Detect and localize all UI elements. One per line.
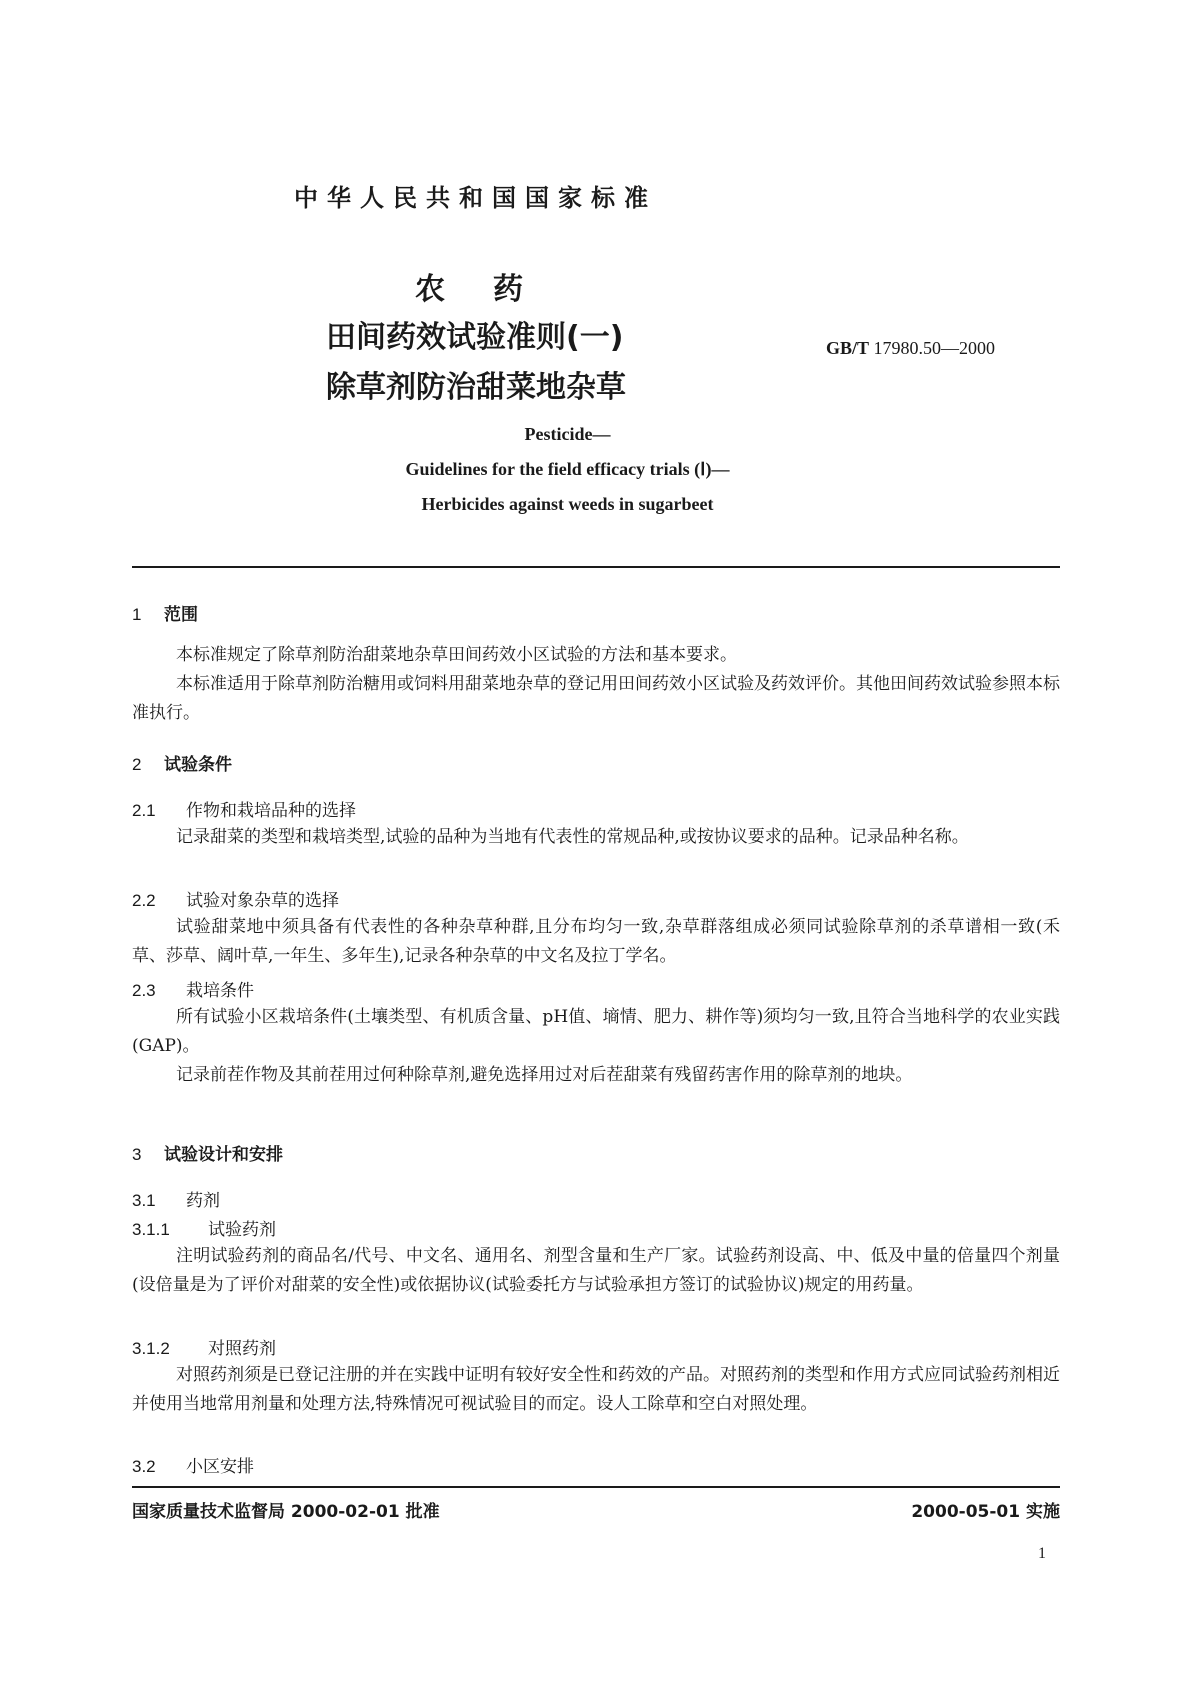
subsection-title: 试验药剂 (208, 1220, 276, 1240)
paragraph-2-1: 记录甜菜的类型和栽培类型,试验的品种为当地有代表性的常规品种,或按协议要求的品种。记录品种名称。 (176, 827, 969, 847)
title-en-line-1: Pesticide— (524, 424, 611, 444)
subsection-3-1 (132, 1186, 220, 1211)
subsection-title: 作物和栽培品种的选择 (186, 801, 356, 821)
subsection-title: 试验对象杂草的选择 (186, 891, 339, 911)
paragraph-scope-2: 本标准适用于除草剂防治糖用或饲料用甜菜地杂草的登记用田间药效小区试验及药效评价。其他田间药效试验参照本标准执行。 (132, 674, 1060, 723)
paragraph-2-3-b: 记录前茬作物及其前茬用过何种除草剂,避免选择用过对后茬甜菜有残留药害作用的除草剂的地块。 (176, 1065, 913, 1085)
title-cn-line-2: 田间药效试验准则(一) (326, 320, 624, 355)
subsection-3-2 (132, 1452, 254, 1477)
title-cn-line-1: 农药 (415, 272, 571, 307)
subsection-number: 2.2 (132, 891, 156, 910)
subsection-number: 3.1.1 (132, 1220, 170, 1239)
paragraph-2-2: 试验甜菜地中须具备有代表性的各种杂草种群,且分布均匀一致,杂草群落组成必须同试验除草剂的杀草谱相一致(禾草、莎草、阔叶草,一年生、多年生),记录各种杂草的中文名及拉丁学名。 (132, 917, 1060, 966)
bottom-divider (132, 1486, 1060, 1488)
subsection-number: 3.1 (132, 1191, 156, 1210)
standard-number (826, 338, 995, 359)
section-heading-2 (132, 750, 232, 775)
national-standard-header: 中华人民共和国国家标准 (294, 184, 657, 212)
paragraph-scope-1: 本标准规定了除草剂防治甜菜地杂草田间药效小区试验的方法和基本要求。 (176, 645, 737, 665)
title-en-line-3: Herbicides against weeds in sugarbeet (421, 494, 714, 514)
section-title: 试验设计和安排 (164, 1145, 283, 1165)
paragraph-3-1-2: 对照药剂须是已登记注册的并在实践中证明有较好安全性和药效的产品。对照药剂的类型和作用方式应同试验药剂相近并使用当地常用剂量和处理方法,特殊情况可视试验目的而定。设人工除草和空白对照处理。 (132, 1365, 1060, 1414)
paragraph-2-3-a: 所有试验小区栽培条件(土壤类型、有机质含量、pH值、墒情、肥力、耕作等)须均匀一致,且符合当地科学的农业实践(GAP)。 (132, 1007, 1060, 1056)
section-number: 1 (132, 605, 142, 624)
subsection-2-3 (132, 976, 254, 1001)
approval-line: 国家质量技术监督局 2000-02-01 批准 (132, 1502, 440, 1522)
subsection-title: 药剂 (186, 1191, 220, 1211)
subsection-number: 3.1.2 (132, 1339, 170, 1358)
section-number: 3 (132, 1145, 142, 1164)
subsection-3-1-1 (132, 1215, 276, 1240)
implementation-line: 2000-05-01 实施 (911, 1502, 1060, 1522)
subsection-2-1 (132, 796, 356, 821)
top-divider (132, 566, 1060, 568)
title-en-line-2: Guidelines for the field efficacy trials (Ⅰ)— (405, 459, 730, 479)
section-number: 2 (132, 755, 142, 774)
subsection-number: 3.2 (132, 1457, 156, 1476)
subsection-title: 对照药剂 (208, 1339, 276, 1359)
subsection-3-1-2 (132, 1334, 276, 1359)
subsection-title: 小区安排 (186, 1457, 254, 1477)
section-heading-1 (132, 600, 198, 625)
standard-prefix: GB/T (826, 338, 870, 358)
standard-code: 17980.50—2000 (873, 338, 996, 358)
section-title: 试验条件 (164, 755, 232, 775)
paragraph-3-1-1: 注明试验药剂的商品名/代号、中文名、通用名、剂型含量和生产厂家。试验药剂设高、中、低及中量的倍量四个剂量(设倍量是为了评价对甜菜的安全性)或依据协议(试验委托方与试验承担方签订的试验协议)规定的用药量。 (132, 1246, 1060, 1295)
title-cn-line-3: 除草剂防治甜菜地杂草 (326, 370, 626, 405)
subsection-number: 2.3 (132, 981, 156, 1000)
subsection-title: 栽培条件 (186, 981, 254, 1001)
subsection-2-2 (132, 886, 339, 911)
section-heading-3 (132, 1140, 283, 1165)
subsection-number: 2.1 (132, 801, 156, 820)
section-title: 范围 (164, 605, 198, 625)
page-number: 1 (1038, 1545, 1046, 1562)
